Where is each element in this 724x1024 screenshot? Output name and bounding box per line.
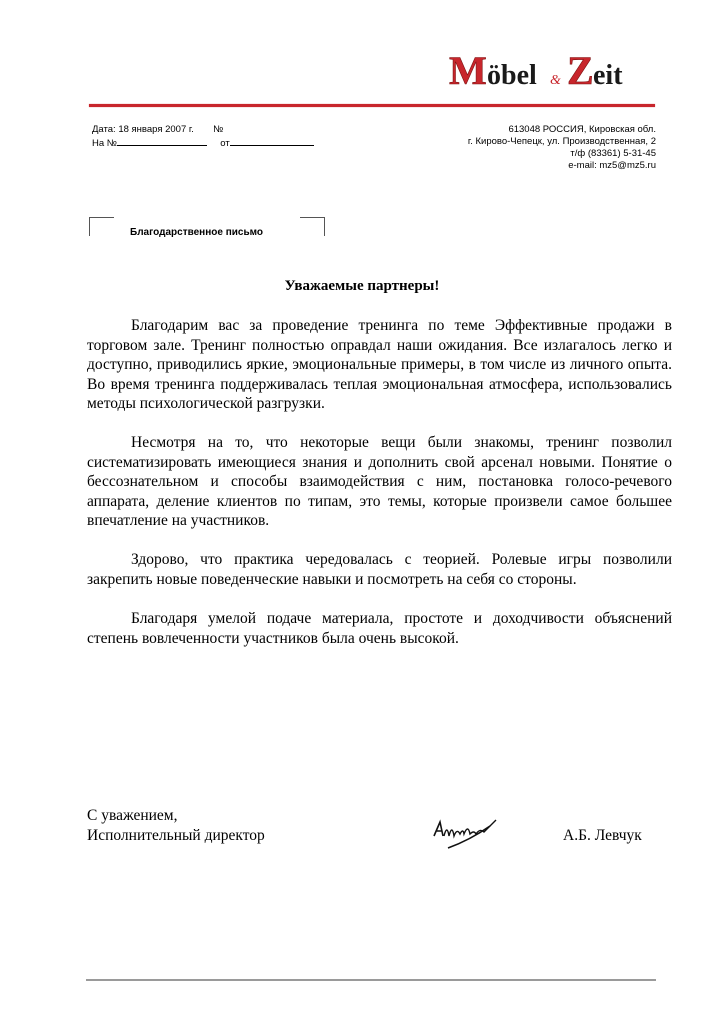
ref-date-blank	[230, 136, 314, 146]
document-type: Благодарственное письмо	[130, 227, 263, 238]
closing-phrase: С уважением,	[87, 807, 178, 824]
header-divider	[89, 104, 655, 107]
company-address	[468, 124, 656, 172]
salutation: Уважаемые партнеры!	[284, 278, 440, 294]
address-line: г. Кирово-Чепецк, ул. Производственная, 2	[467, 136, 656, 147]
body-paragraph-4	[87, 609, 672, 648]
paragraph-text: Благодарим вас за проведение тренинга по теме Эффективные продажи в торговом зале. Тренинг полностью оправдал наши ожидания. Все излагалось легко и доступно, приводились яркие, эмоциональные примеры, в том числе из личного опыта. Во время тренинга поддерживалась теплая эмоциональная атмосфера, использовались методы психологической разгрузки.	[87, 317, 672, 413]
reference-block	[92, 124, 314, 150]
logo-word-2: eit	[593, 60, 623, 91]
body-paragraph-2	[87, 433, 672, 531]
footer-divider	[86, 979, 656, 981]
date-line	[92, 124, 314, 136]
signer-name: А.Б. Левчук	[563, 827, 642, 844]
number-label: №	[213, 124, 224, 135]
body-paragraph-3	[87, 550, 672, 589]
company-logo	[447, 46, 657, 94]
email-line: e-mail: mz5@mz5.ru	[568, 160, 656, 171]
paragraph-text: Несмотря на то, что некоторые вещи были знакомы, тренинг позволил систематизировать имеющиеся знания и дополнить свой арсенал новыми. Понятие о бессознательном и способы взаимодействия с ним, постановка голосо-речевого аппарата, деление клиентов по типам, это темы, которые произвели самое большее впечатление на участников.	[87, 434, 672, 530]
title-bracket-left	[89, 217, 114, 236]
ref-number-blank	[117, 136, 207, 146]
ref-label: На №	[92, 138, 117, 149]
paragraph-text: Здорово, что практика чередовалась с теорией. Ролевые игры позволили закрепить новые поведенческие навыки и посмотреть на себя со стороны.	[87, 551, 672, 588]
signer-title: Исполнительный директор	[87, 826, 265, 844]
signature-icon	[430, 810, 500, 852]
body-paragraph-1	[87, 316, 672, 414]
reference-line	[92, 136, 314, 150]
paragraph-text: Благодаря умелой подаче материала, простоте и доходчивости объяснений степень вовлеченности участников была очень высокой.	[87, 610, 672, 647]
logo-letter-z: Z	[567, 48, 594, 93]
phone-line: т/ф (83361) 5-31-45	[570, 148, 656, 159]
title-bracket-right	[300, 217, 325, 236]
logo-ampersand: &	[550, 73, 561, 88]
date-label: Дата: 18 января 2007 г.	[92, 124, 194, 135]
logo-graphic	[447, 46, 657, 94]
from-label: от	[220, 138, 230, 149]
logo-word-1: öbel	[487, 60, 537, 91]
address-line: 613048 РОССИЯ, Кировская обл.	[508, 124, 656, 135]
logo-letter-m: M	[449, 48, 487, 93]
closing-block	[87, 806, 265, 845]
